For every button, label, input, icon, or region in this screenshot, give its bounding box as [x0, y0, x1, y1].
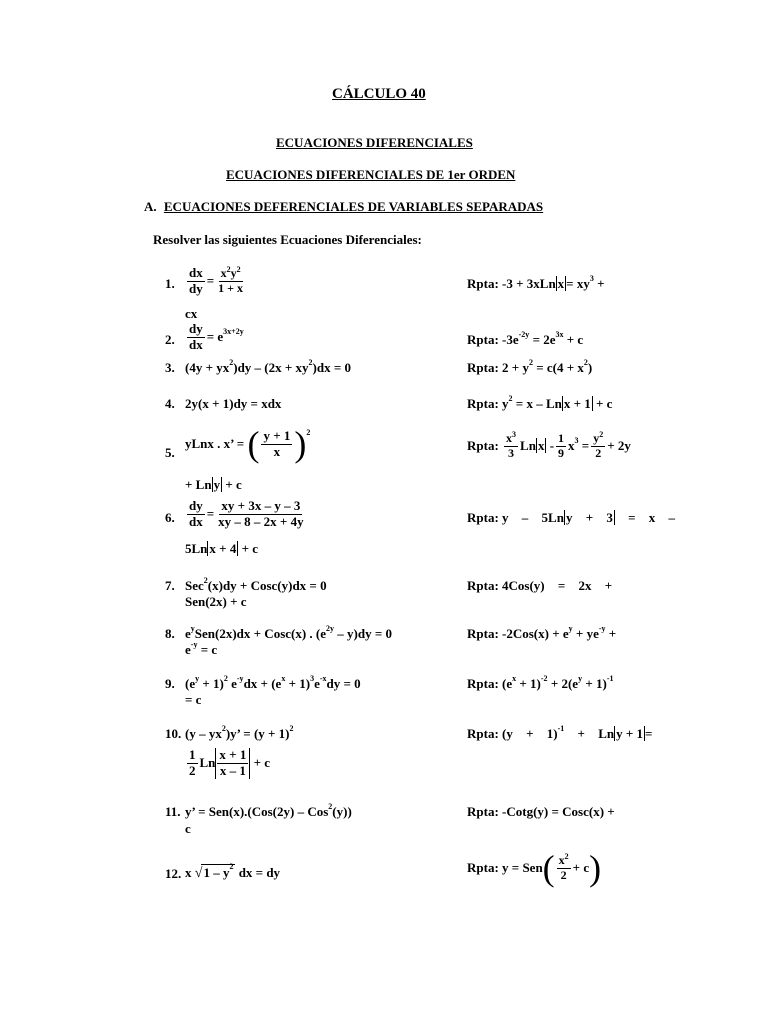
section-heading	[144, 199, 543, 215]
problem-continuation: = c	[185, 692, 202, 707]
problem-equation: $\frac{dy}{dx}$ = $\frac{xy + 3x - y - 3}{xy - 8 - 2x + 4y}$	[189, 498, 304, 529]
rpta-label: Rpta:	[467, 726, 499, 741]
problem-equation: $(4y + yx^2)dy - (2x + xy^2)dx = 0$	[185, 358, 352, 375]
problem-answer: Rpta: $(e^x + 1)^{-2} + 2(e^y + 1)^{-1}$	[467, 674, 614, 691]
rpta-label: Rpta:	[467, 396, 499, 411]
problem-answer: Rpta: $y^2 = x - Ln$ x + 1 + c	[467, 394, 613, 411]
section-letter: A.	[144, 199, 157, 214]
problem-number: 5.	[165, 445, 175, 460]
problem-equation: x $√1 - y^2$ dx = dy	[185, 862, 281, 881]
problem-continuation: 5Ln x + 4 + c	[185, 541, 259, 556]
instruction: Resolver las siguientes Ecuaciones Diferenciales:	[153, 232, 422, 247]
problem-equation: y’ = Sen(x).(Cos(2y) – Cos$^2$(y))	[185, 802, 352, 819]
subtitle: ECUACIONES DIFERENCIALES	[276, 135, 473, 150]
problem-continuation: + Ln y + c	[185, 477, 242, 492]
problem-continuation: c	[185, 821, 191, 836]
problem-answer: Rpta: y – 5Ln y + 3 = x –	[467, 510, 676, 525]
problem-equation: Sec$^2$(x)dy + Cosc(y)dx = 0	[185, 576, 327, 593]
problem-number: 3.	[165, 360, 175, 375]
problem-number: 12.	[165, 866, 182, 881]
rpta-label: Rpta:	[467, 626, 499, 641]
problem-answer: Rpta: $2 + y^2 = c(4 + x^2)$	[467, 358, 593, 375]
problem-number: 11.	[165, 804, 181, 819]
rpta-label: Rpta:	[467, 332, 499, 347]
problem-answer: Rpta: 4Cos(y) = 2x +	[467, 578, 613, 593]
problem-equation: $(e^y + 1)^2$ $e^{-y}dx + (e^x + 1)^3e^{-x}dy = 0$	[185, 674, 361, 691]
problem-number: 1.	[165, 276, 175, 291]
rpta-label: Rpta:	[467, 578, 499, 593]
problem-equation: $e^ySen(2x)dx$ + Cosc(x) . $(e^{2y} - y)dy = 0$	[185, 624, 393, 641]
problem-number: 9.	[165, 676, 175, 691]
problem-continuation: $\frac{1}{2}$ Ln $\frac{x + 1}{x - 1}$ + c	[189, 747, 271, 778]
problem-equation: $\frac{dy}{dx}$ = $e^{3x+2y}$	[189, 321, 244, 352]
problem-number: 6.	[165, 510, 175, 525]
problem-continuation: cx	[185, 306, 198, 321]
problem-number: 8.	[165, 626, 175, 641]
problem-number: 4.	[165, 396, 175, 411]
rpta-label: Rpta:	[467, 676, 499, 691]
problem-number: 10.	[165, 726, 182, 741]
rpta-label: Rpta:	[467, 860, 499, 875]
subtitle-order: ECUACIONES DIFERENCIALES DE 1er ORDEN	[226, 167, 516, 182]
problem-continuation: $e^{-y} = c$	[185, 640, 218, 657]
problem-equation: 2y(x + 1)dy = xdx	[185, 396, 282, 411]
problem-answer: Rpta: -Cotg(y) = Cosc(x) +	[467, 804, 615, 819]
section-title: ECUACIONES DEFERENCIALES DE VARIABLES SEPARADAS	[163, 199, 544, 214]
problem-answer: Rpta: $-3e^{-2y} = 2e^{3x} + c$	[467, 330, 584, 347]
page-title: CÁLCULO 40	[332, 86, 426, 102]
problem-answer: Rpta: $\frac{x^3}{3}$ Ln x - $\frac{1}{9}$ $x^3$ = $\frac{y^2}{2}$ + 2y	[467, 430, 631, 460]
problem-answer: Rpta: y = Sen ( $\frac{x^2}{2}$ + c )	[467, 848, 602, 888]
problem-answer: Rpta: -3 + 3xLn $x = xy^3$ +	[467, 274, 605, 291]
problem-answer: Rpta: $-2Cos(x) + e^y + ye^{-y}$ +	[467, 624, 617, 641]
rpta-label: Rpta:	[467, 360, 499, 375]
problem-equation: $(y - yx^2)y$’ = $(y + 1)^2$	[185, 724, 294, 741]
problem-equation: yLnx . x’ = ( $\frac{y + 1}{x}$ ) $^2$	[185, 424, 311, 464]
rpta-label: Rpta:	[467, 276, 499, 291]
rpta-label: Rpta:	[467, 804, 499, 819]
problem-answer: Rpta: $(y + 1)^{-1} + Ln$ y + 1 =	[467, 724, 653, 741]
problem-continuation: Sen(2x) + c	[185, 594, 247, 609]
rpta-label: Rpta:	[467, 510, 499, 525]
problem-number: 2.	[165, 332, 175, 347]
rpta-label: Rpta:	[467, 438, 499, 454]
problem-equation: $\frac{dx}{dy}$ = $\frac{x^2y^2}{1 + x}$	[189, 265, 243, 296]
problem-number: 7.	[165, 578, 175, 593]
